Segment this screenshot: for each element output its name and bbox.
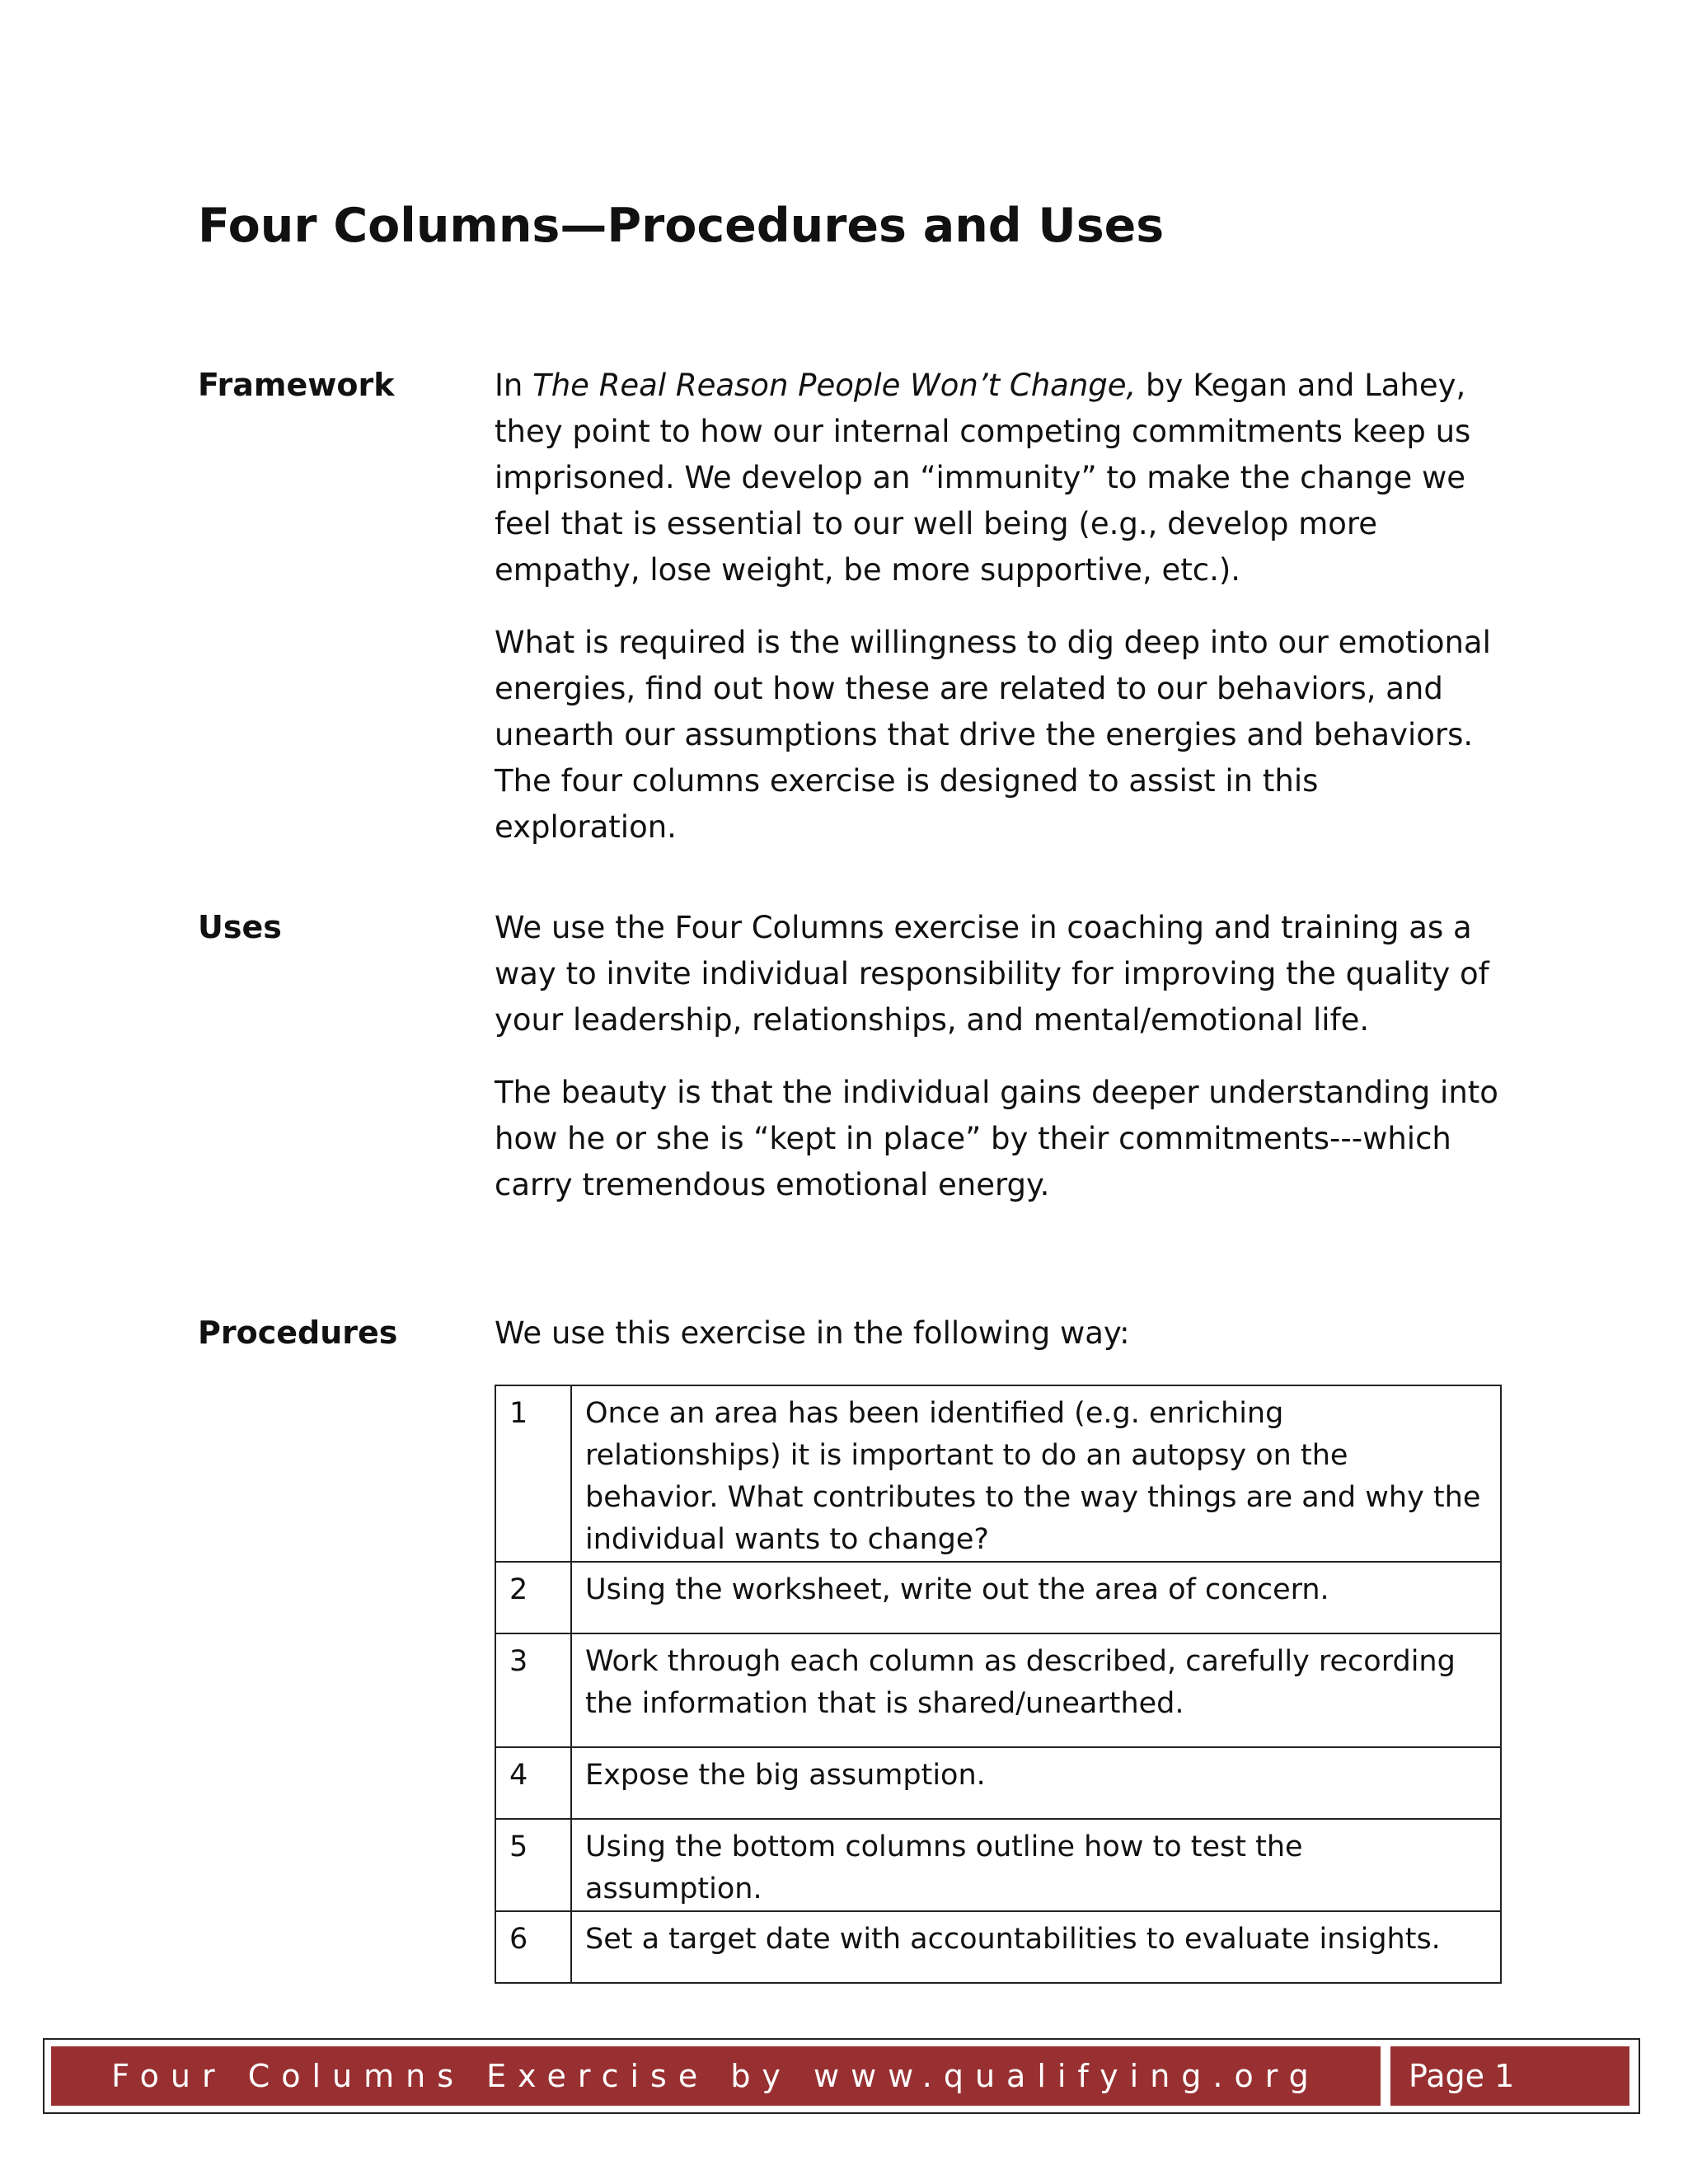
page-title: Four Columns—Procedures and Uses	[198, 199, 1165, 253]
table-row	[495, 1385, 1501, 1562]
step-number: 6	[495, 1911, 571, 1983]
step-number: 5	[495, 1819, 571, 1911]
step-number: 1	[495, 1385, 571, 1562]
framework-body	[495, 363, 1508, 851]
framework-paragraph-1	[495, 363, 1508, 593]
uses-body	[495, 905, 1508, 1208]
uses-paragraph-1: We use the Four Columns exercise in coaching and training as a way to invite individual responsibility for improving the quality of your leadership, relationships, and mental/emotional life.	[495, 910, 1489, 1038]
procedures-label: Procedures	[198, 1315, 398, 1351]
page-footer	[43, 2038, 1640, 2114]
step-text: Using the bottom columns outline how to test the assumption.	[571, 1819, 1501, 1911]
step-text: Using the worksheet, write out the area of concern.	[571, 1562, 1501, 1633]
page-number: Page 1	[1390, 2046, 1629, 2106]
framework-p1-rest: by Kegan and Lahey, they point to how our internal competing commitments keep us imprisoned. We develop an “immunity” to make the change we feel that is essential to our well being (e.g., develop more empathy, lose weight, be more supportive, etc.).	[495, 368, 1471, 588]
framework-p1-prefix: In	[495, 368, 533, 403]
step-text: Work through each column as described, carefully recording the information that is shared/unearthed.	[571, 1633, 1501, 1747]
table-row	[495, 1747, 1501, 1819]
uses-label: Uses	[198, 909, 282, 945]
table-row	[495, 1911, 1501, 1983]
step-text: Once an area has been identified (e.g. enriching relationships) it is important to do an autopsy on the behavior. What contributes to the way things are and why the individual wants to change?	[571, 1385, 1501, 1562]
step-text: Set a target date with accountabilities to evaluate insights.	[571, 1911, 1501, 1983]
table-row	[495, 1633, 1501, 1747]
step-text: Expose the big assumption.	[571, 1747, 1501, 1819]
step-number: 3	[495, 1633, 571, 1747]
step-number: 2	[495, 1562, 571, 1633]
framework-paragraph-2: What is required is the willingness to dig deep into our emotional energies, find out how these are related to our behaviors, and unearth our assumptions that drive the energies and behaviors. The four columns exercise is designed to assist in this exploration.	[495, 625, 1491, 845]
footer-title: Four Columns Exercise by www.qualifying.org	[51, 2046, 1381, 2106]
book-title: The Real Reason People Won’t Change,	[532, 368, 1137, 403]
table-row	[495, 1819, 1501, 1911]
table-row	[495, 1562, 1501, 1633]
step-number: 4	[495, 1747, 571, 1819]
procedures-intro: We use this exercise in the following way:	[495, 1315, 1130, 1351]
procedures-table	[495, 1385, 1502, 1984]
framework-label: Framework	[198, 367, 395, 403]
uses-paragraph-2: The beauty is that the individual gains deeper understanding into how he or she is “kept in place” by their commitments---which carry tremendous emotional energy.	[495, 1075, 1498, 1202]
